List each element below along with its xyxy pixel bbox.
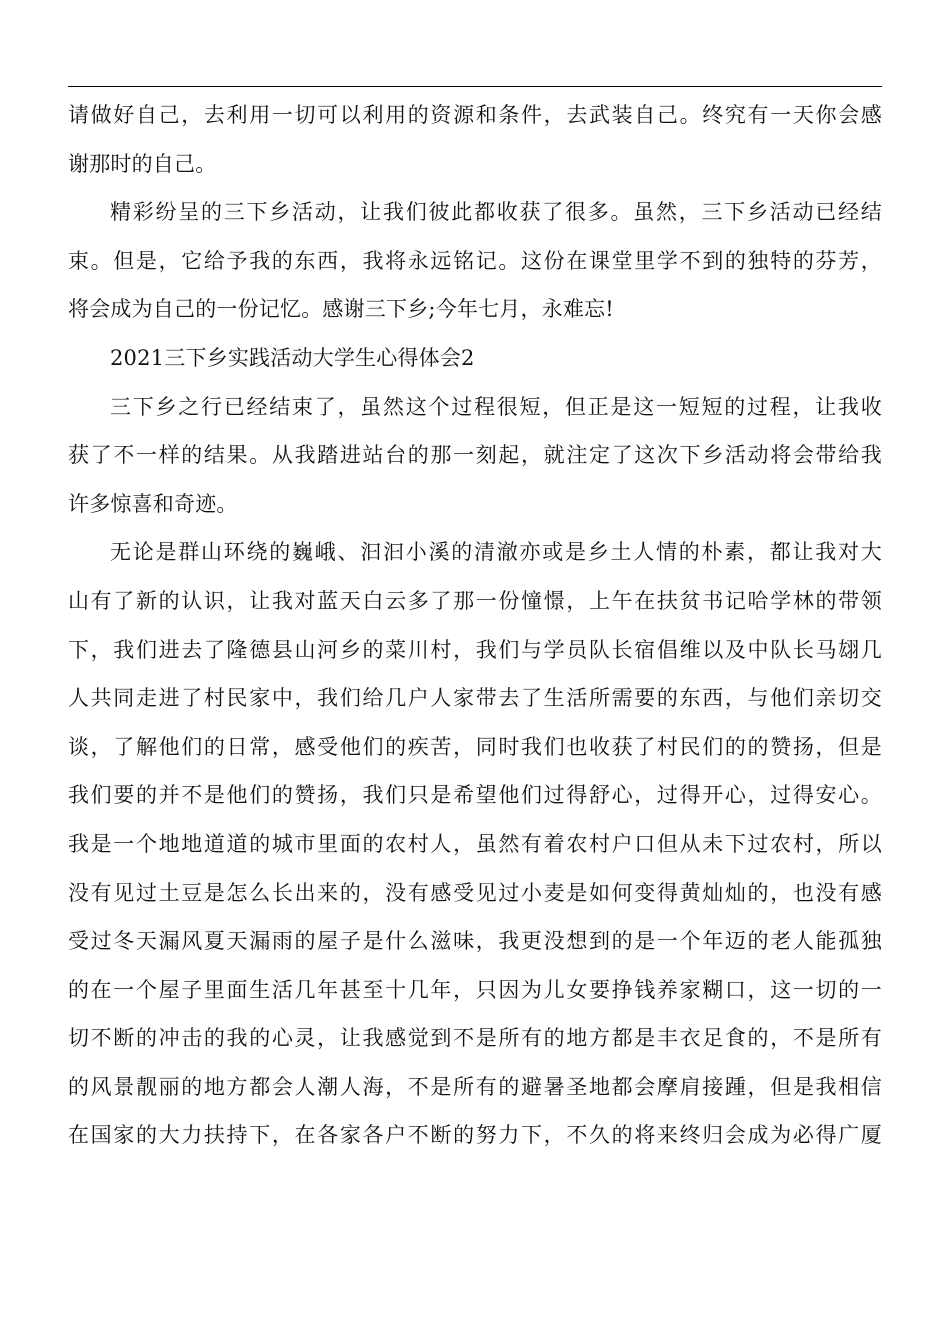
text-line: 精彩纷呈的三下乡活动，让我们彼此都收获了很多。虽然，三下乡活动已经结 xyxy=(110,200,882,225)
section-heading xyxy=(68,334,882,383)
text-line: 在国家的大力扶持下，在各家各户不断的努力下，不久的将来终归会成为必得广厦 xyxy=(68,1123,882,1148)
text-line: 无论是群山环绕的巍峨、汩汩小溪的清澈亦或是乡土人情的朴素，都让我对大 xyxy=(110,540,882,565)
text-line: 人共同走进了村民家中，我们给几户人家带去了生活所需要的东西，与他们亲切交 xyxy=(68,686,882,711)
text-line: 谈，了解他们的日常，感受他们的疾苦，同时我们也收获了村民们的的赞扬，但是 xyxy=(68,734,882,759)
text-line: 许多惊喜和奇迹。 xyxy=(68,491,238,516)
text-line: 我是一个地地道道的城市里面的农村人，虽然有着农村户口但从未下过农村，所以 xyxy=(68,831,882,856)
text-line: 山有了新的认识，让我对蓝天白云多了那一份憧憬，上午在扶贫书记哈学林的带领 xyxy=(68,588,882,613)
text-line: 请做好自己，去利用一切可以利用的资源和条件，去武装自己。终究有一天你会感 xyxy=(68,103,882,127)
text-line: 的风景靓丽的地方都会人潮人海，不是所有的避暑圣地都会摩肩接踵，但是我相信 xyxy=(68,1074,882,1099)
text-line: 下，我们进去了隆德县山河乡的菜川村，我们与学员队长宿倡维以及中队长马翃几 xyxy=(68,637,882,662)
paragraph-experience xyxy=(68,528,882,1160)
paragraph-summary xyxy=(68,188,882,334)
heading-text: 2021三下乡实践活动大学生心得体会2 xyxy=(110,345,475,370)
text-line: 束。但是，它给予我的东西，我将永远铭记。这份在课堂里学不到的独特的芬芳， xyxy=(68,248,882,273)
text-line: 谢那时的自己。 xyxy=(68,151,217,176)
text-line: 切不断的冲击的我的心灵，让我感觉到不是所有的地方都是丰衣足食的，不是所有 xyxy=(68,1026,882,1051)
text-line: 我们要的并不是他们的赞扬，我们只是希望他们过得舒心，过得开心，过得安心。 xyxy=(68,783,882,808)
text-line: 获了不一样的结果。从我踏进站台的那一刻起，就注定了这次下乡活动将会带给我 xyxy=(68,443,882,468)
document-body xyxy=(68,91,882,1160)
paragraph-intro xyxy=(68,383,882,529)
text-line: 的在一个屋子里面生活几年甚至十几年，只因为儿女要挣钱养家糊口，这一切的一 xyxy=(68,977,882,1002)
paragraph-continuation xyxy=(68,91,882,188)
header-rule xyxy=(68,86,882,87)
text-line: 三下乡之行已经结束了，虽然这个过程很短，但正是这一短短的过程，让我收 xyxy=(110,394,882,419)
text-line: 没有见过土豆是怎么长出来的，没有感受见过小麦是如何变得黄灿灿的，也没有感 xyxy=(68,880,882,905)
text-line: 受过冬天漏风夏天漏雨的屋子是什么滋味，我更没想到的是一个年迈的老人能孤独 xyxy=(68,929,882,954)
text-line: 将会成为自己的一份记忆。感谢三下乡;今年七月，永难忘! xyxy=(68,297,614,322)
